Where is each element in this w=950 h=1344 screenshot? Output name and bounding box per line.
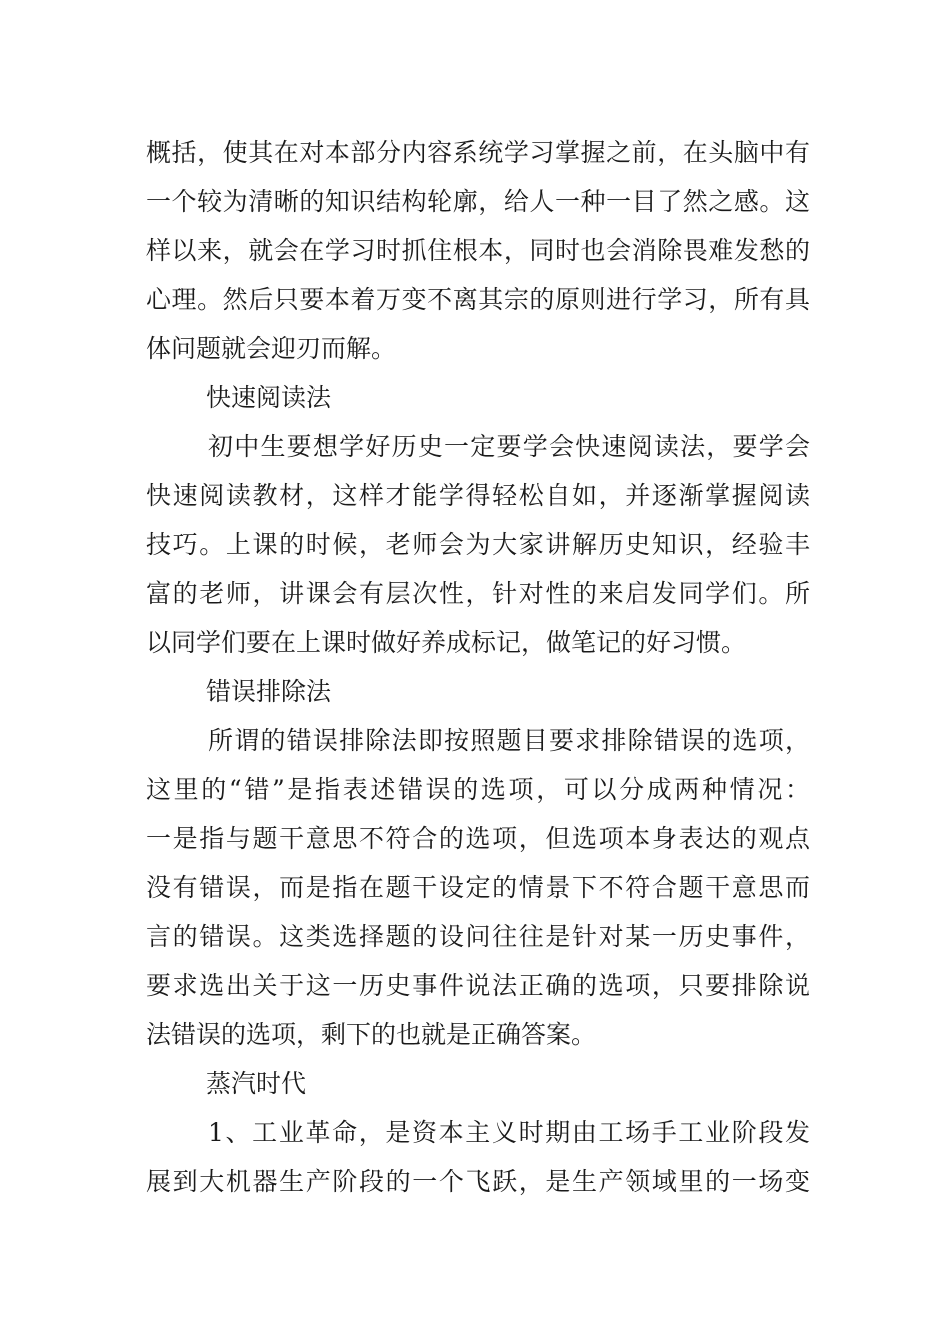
text-line: 要求选出关于这一历史事件说法正确的选项，只要排除说 — [146, 971, 810, 1000]
paragraph-error-elimination — [146, 716, 810, 1059]
text-line: 一个较为清晰的知识结构轮廓，给人一种一目了然之感。这 — [146, 187, 810, 216]
text-line: 初中生要想学好历史一定要学会快速阅读法，要学会 — [208, 432, 810, 461]
text-line: 样以来，就会在学习时抓住根本，同时也会消除畏难发愁的 — [146, 236, 810, 265]
text-line: 没有错误，而是指在题干设定的情景下不符合题干意思而 — [146, 873, 810, 902]
text-line: 概括，使其在对本部分内容系统学习掌握之前，在头脑中有 — [146, 138, 810, 167]
text-line: 言的错误。这类选择题的设问往往是针对某一历史事件， — [146, 922, 810, 951]
document-body — [146, 128, 810, 1206]
text-line: 所谓的错误排除法即按照题目要求排除错误的选项， — [208, 726, 810, 755]
text-line: 富的老师，讲课会有层次性，针对性的来启发同学们。所 — [146, 579, 810, 608]
section-heading-error-elimination: 错误排除法 — [206, 677, 332, 706]
text-line: 体问题就会迎刃而解。 — [146, 334, 397, 363]
text-line: 技巧。上课的时候，老师会为大家讲解历史知识，经验丰 — [146, 530, 810, 559]
text-line: 1、工业革命，是资本主义时期由工场手工业阶段发 — [208, 1118, 810, 1147]
text-line: 展到大机器生产阶段的一个飞跃，是生产领域里的一场变 — [146, 1167, 810, 1196]
text-line: 法错误的选项，剩下的也就是正确答案。 — [146, 1020, 597, 1049]
section-heading-fast-reading: 快速阅读法 — [206, 383, 332, 412]
text-line: 快速阅读教材，这样才能学得轻松自如，并逐渐掌握阅读 — [146, 481, 810, 510]
text-line: 心理。然后只要本着万变不离其宗的原则进行学习，所有具 — [146, 285, 810, 314]
paragraph-fast-reading — [146, 422, 810, 667]
text-line: 以同学们要在上课时做好养成标记，做笔记的好习惯。 — [146, 628, 747, 657]
paragraph-overview — [146, 128, 810, 373]
paragraph-steam-age — [146, 1108, 810, 1206]
text-line: 这里的“错”是指表述错误的选项，可以分成两种情况： — [146, 775, 810, 804]
text-line: 一是指与题干意思不符合的选项，但选项本身表达的观点 — [146, 824, 810, 853]
section-heading-steam-age: 蒸汽时代 — [206, 1069, 307, 1098]
